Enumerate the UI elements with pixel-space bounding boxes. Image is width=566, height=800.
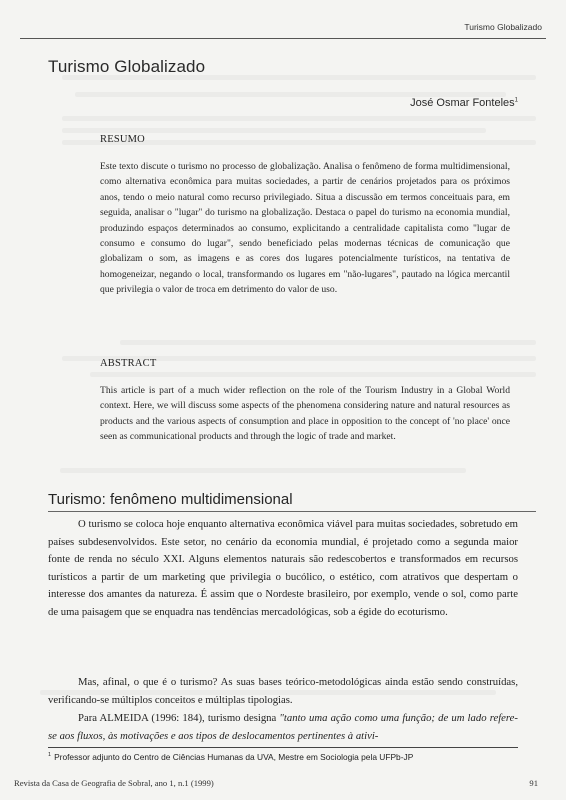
show-through (62, 116, 536, 121)
resumo-heading: RESUMO (100, 134, 145, 145)
abstract-text: This article is part of a much wider reflection on the role of the Tourism Industry in a Global World context. Here, we will discuss some aspects of the phenomena considering nature and natural resources as products and the various aspects of consumption and place in opposition to the concept of 'no place' once seen as communicational products and through the logic of trade and market. (100, 385, 510, 443)
section-heading: Turismo: fenômeno multidimensional (48, 491, 293, 508)
show-through (120, 340, 536, 345)
show-through (60, 468, 466, 473)
footnote (48, 752, 518, 762)
footnote-text: Professor adjunto do Centro de Ciências Humanas da UVA, Mestre em Sociologia pela UFPb-JP (54, 752, 414, 762)
resumo-text: Este texto discute o turismo no processo de globalização. Analisa o fenômeno de forma multidimensional, como alternativa econômica para muitas sociedades, a partir de cenários projetados para os próximos anos, tendo o meio natural como recurso privilegiado. Situa a discussão em termos conceituais para, em seguida, analisar o "lugar" do turismo na globalização. Destaca o papel do turismo na economia mundial, produzindo espaços determinados ao consumo, explicitando a centralidade capitalista como "lugar de consumo e consumo do lugar", sendo beneficiado pelas modernas técnicas de comunicação que globalizam o som, as imagens e as cores dos lugares potencialmente turísticos, na tentativa de homogeneizar, negando o local, transformando os lugares em "não-lugares", pautado na lógica mercantil que privilegia o valor de troca em detrimento do valor de uso. (100, 161, 510, 296)
author-note-mark: 1 (514, 97, 518, 104)
running-head: Turismo Globalizado (464, 22, 542, 32)
citation-lead: Para ALMEIDA (1996: 184), turismo designa (78, 712, 280, 724)
footnote-mark: 1 (48, 752, 52, 759)
page-number: 91 (529, 778, 538, 788)
author-name: José Osmar Fonteles (410, 97, 515, 109)
header-rule (20, 38, 546, 39)
body-paragraph-1: O turismo se coloca hoje enquanto alternativa econômica viável para muitas sociedades, sobretudo em países subdesenvolvidos. Este setor, no cenário da economia mundial, é projetado como a segunda maior fonte de renda no século XXI. Alguns elementos naturais são redescobertos e transformados em recursos turísticos a partir de um marketing que privilegia o bucólico, o estético, com atrativos que despertam o interesse dos amantes da natureza. É assim que o Nordeste brasileiro, por exemplo, vende o sol, como parte de uma paisagem que se enquadra nas tendências mercadológicas, sob a égide do ecoturismo. (48, 518, 518, 618)
abstract-heading: ABSTRACT (100, 358, 157, 369)
section-rule (48, 511, 536, 512)
show-through (90, 372, 536, 377)
citation-quote: "tanto uma ação como uma função; de um lado refere-se aos fluxos, às motivações e aos tipos de deslocamentos pertinentes à ativi- (48, 712, 518, 742)
journal-citation: Revista da Casa de Geografia de Sobral, ano 1, n.1 (1999) (14, 778, 214, 788)
article-title: Turismo Globalizado (48, 57, 206, 76)
body-paragraph-2: Mas, afinal, o que é o turismo? As suas bases teórico-metodológicas ainda estão sendo construídas, verificando-se múltiplos conceitos e múltiplas tipologias. (48, 676, 518, 706)
show-through (62, 128, 486, 133)
author-line (410, 97, 518, 109)
body-paragraph-3 (48, 710, 518, 745)
footnote-rule (48, 747, 518, 748)
